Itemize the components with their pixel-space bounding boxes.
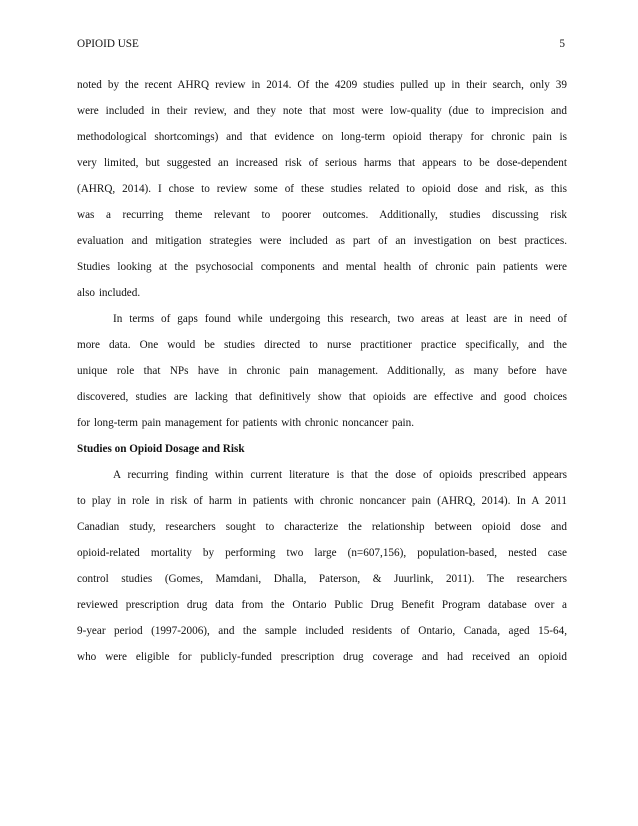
text-line: (AHRQ, 2014). I chose to review some of these studies related to opioid dose and risk, as this <box>77 183 567 195</box>
text-line: to play in role in risk of harm in patients with chronic noncancer pain (AHRQ, 2014). In A 2011 <box>77 495 567 507</box>
text-line: more data. One would be studies directed to nurse practitioner practice specifically, and the <box>77 339 567 351</box>
text-line: discovered, studies are lacking that definitively show that opioids are effective and good choices <box>77 391 567 403</box>
text-line: In terms of gaps found while undergoing this research, two areas at least are in need of <box>113 313 567 325</box>
paragraph-1 <box>77 72 567 306</box>
text-line: noted by the recent AHRQ review in 2014. Of the 4209 studies pulled up in their search, only 39 <box>77 79 567 91</box>
paragraph-3 <box>77 462 567 670</box>
text-line: Canadian study, researchers sought to characterize the relationship between opioid dose and <box>77 521 567 533</box>
text-line: Studies looking at the psychosocial components and mental health of chronic pain patients were <box>77 261 567 273</box>
text-line: were included in their review, and they note that most were low-quality (due to imprecision and <box>77 105 567 117</box>
running-title: OPIOID USE <box>77 38 139 50</box>
text-line: who were eligible for publicly-funded prescription drug coverage and had received an opioid <box>77 651 567 663</box>
paragraph-2 <box>77 306 567 436</box>
text-line: also included. <box>77 287 141 299</box>
text-line: evaluation and mitigation strategies were included as part of an investigation on best practices. <box>77 235 567 247</box>
text-line: methodological shortcomings) and that evidence on long-term opioid therapy for chronic pain is <box>77 131 567 143</box>
text-line: 9-year period (1997-2006), and the sample included residents of Ontario, Canada, aged 15-64, <box>77 625 567 637</box>
text-line: A recurring finding within current literature is that the dose of opioids prescribed appears <box>113 469 567 481</box>
section-heading: Studies on Opioid Dosage and Risk <box>77 443 245 455</box>
text-line: for long-term pain management for patients with chronic noncancer pain. <box>77 417 415 429</box>
page-number: 5 <box>559 38 565 50</box>
text-line: control studies (Gomes, Mamdani, Dhalla, Paterson, & Juurlink, 2011). The researchers <box>77 573 567 585</box>
running-head <box>77 36 565 52</box>
text-line: was a recurring theme relevant to poorer outcomes. Additionally, studies discussing risk <box>77 209 567 221</box>
document-body <box>77 72 567 670</box>
text-line: unique role that NPs have in chronic pain management. Additionally, as many before have <box>77 365 567 377</box>
text-line: opioid-related mortality by performing two large (n=607,156), population-based, nested case <box>77 547 567 559</box>
text-line: reviewed prescription drug data from the Ontario Public Drug Benefit Program database over a <box>77 599 567 611</box>
text-line: very limited, but suggested an increased risk of serious harms that appears to be dose-dependent <box>77 157 567 169</box>
